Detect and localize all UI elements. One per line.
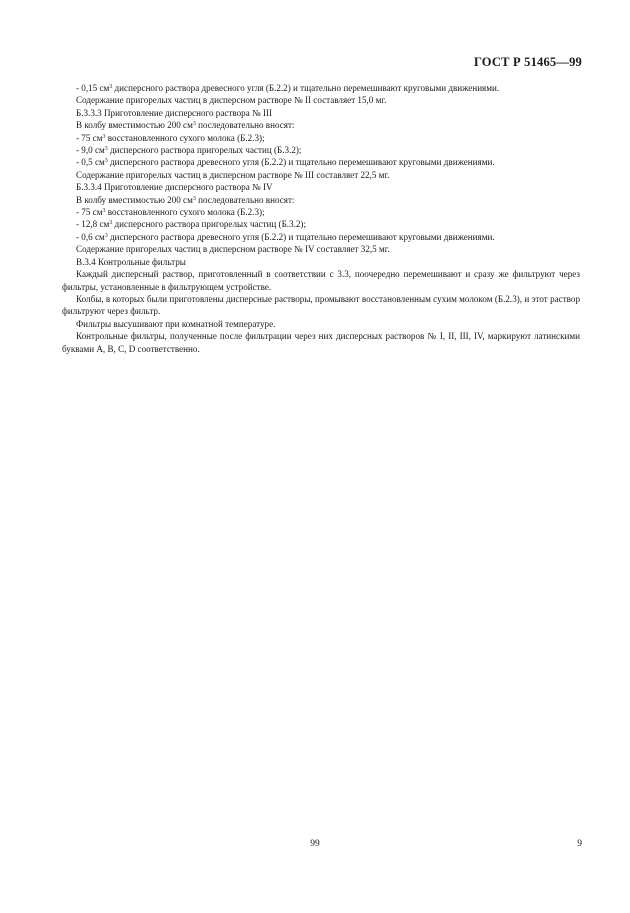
paragraph: Фильтры высушивают при комнатной температуре. [76, 318, 276, 329]
paragraph: В колбу вместимостью 200 $см^3$ последовательно вносят: [76, 194, 295, 205]
list-item: - 75 $см^3$ восстановленного сухого молока (Б.2.3); [76, 132, 265, 143]
list-item: - 12,8 $см^3$ дисперсного раствора пригорелых частиц (Б.3.2); [76, 219, 306, 230]
paragraph: В колбу вместимостью 200 $см^3$ последовательно вносят: [76, 120, 295, 131]
section-heading: Б.3.3.3 Приготовление дисперсного раствора № III [76, 107, 273, 118]
paragraph: Содержание пригорелых частиц в дисперсном растворе № IV составляет 32,5 мг. [76, 244, 390, 255]
paragraph: Содержание пригорелых частиц в дисперсном растворе № III составляет 22,5 мг. [76, 169, 390, 180]
page-number-center: 99 [310, 839, 320, 849]
paragraph: Контрольные фильтры, полученные после фильтрации через них дисперсных растворов № I, II, III, IV, маркируют латинскими буквами А, В, С, D соответственно. [62, 331, 580, 354]
paragraph: Содержание пригорелых частиц в дисперсном растворе № II составляет 15,0 мг. [76, 95, 387, 106]
list-item: - 9,0 $см^3$ дисперсного раствора пригорелых частиц (Б.3.2); [76, 145, 302, 156]
document-header: ГОСТ Р 51465—99 [473, 55, 582, 69]
list-item: - 0,6 $см^3$ дисперсного раствора древесного угля (Б.2.2) и тщательно перемешивают круговыми движениями. [76, 231, 495, 242]
list-item: - 0,15 $см^3$ дисперсного раствора древесного угля (Б.2.2) и тщательно перемешивают круговыми движениями. [76, 83, 500, 93]
page-number-right: 9 [577, 839, 582, 849]
paragraph: Колбы, в которых были приготовлены дисперсные растворы, промывают восстановленным сухим молоком (Б.2.3), и этот раствор фильтруют через фильтр. [62, 293, 580, 317]
list-item: - 75 $см^3$ восстановленного сухого молока (Б.2.3); [76, 207, 265, 218]
document-body [62, 82, 580, 355]
section-heading: Б.3.3.4 Приготовление дисперсного раствора № IV [76, 182, 273, 193]
section-heading: В.3.4 Контрольные фильтры [76, 256, 186, 267]
list-item: - 0,5 $см^3$ дисперсного раствора древесного угля (Б.2.2) и тщательно перемешивают круговыми движениями. [76, 157, 495, 168]
paragraph: Каждый дисперсный раствор, приготовленный в соответствии с 3.3, поочередно перемешивают и сразу же фильтруют через фильтры, установленные в фильтрующем устройстве. [62, 269, 580, 292]
